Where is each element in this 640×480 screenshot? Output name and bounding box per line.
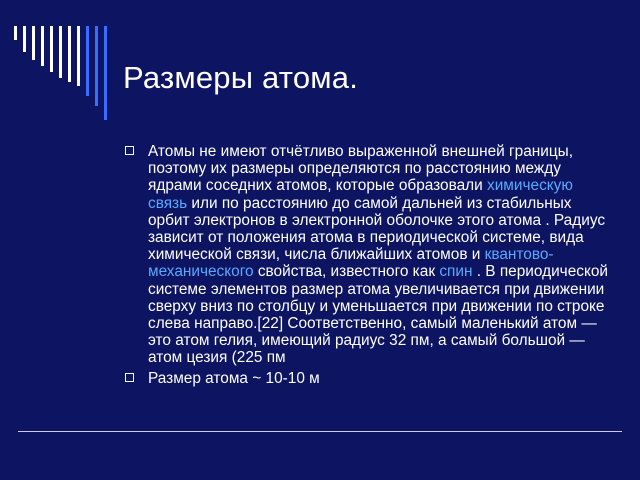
link-spin[interactable]: спин (439, 263, 473, 281)
link-chemical-bond[interactable]: химическую связь (148, 177, 573, 212)
bullet-list (124, 143, 610, 390)
bullet-item-atom-description (124, 143, 610, 367)
bottom-divider (18, 431, 622, 432)
bullet-text-part: Атомы не имеют отчётливо выраженной внешней границы, поэтому их размеры определяются по расстоянию между ядрами соседних атомов, которые образовали (148, 143, 573, 195)
slide-title: Размеры атома. (123, 60, 359, 95)
decorative-stripes-icon (14, 26, 110, 122)
bullet-item-atom-size (124, 370, 610, 387)
square-bullet-icon (125, 373, 134, 382)
bullet-text-part: . В периодической системе элементов размер атома увеличивается при движении сверху вниз по столбцу и уменьшается при движении по строке слева направо.[22] Соответственно, самый маленький атом — это атом гелия, имеющий радиус 32 пм, а самый большой — атом цезия (225 пм (148, 263, 609, 367)
bullet-text: Размер атома ~ 10-10 м (148, 369, 320, 387)
link-quantum-mechanical[interactable]: квантово-механического (148, 246, 554, 281)
bullet-text-part: свойства, известного как (253, 263, 440, 281)
bullet-text-part: или по расстоянию до самой дальней из стабильных орбит электронов в электронной оболочке этого атома . Радиус зависит от положения атома в периодической системе, вида химической связи, числа ближайших атомов и (148, 194, 606, 264)
square-bullet-icon (125, 146, 134, 155)
